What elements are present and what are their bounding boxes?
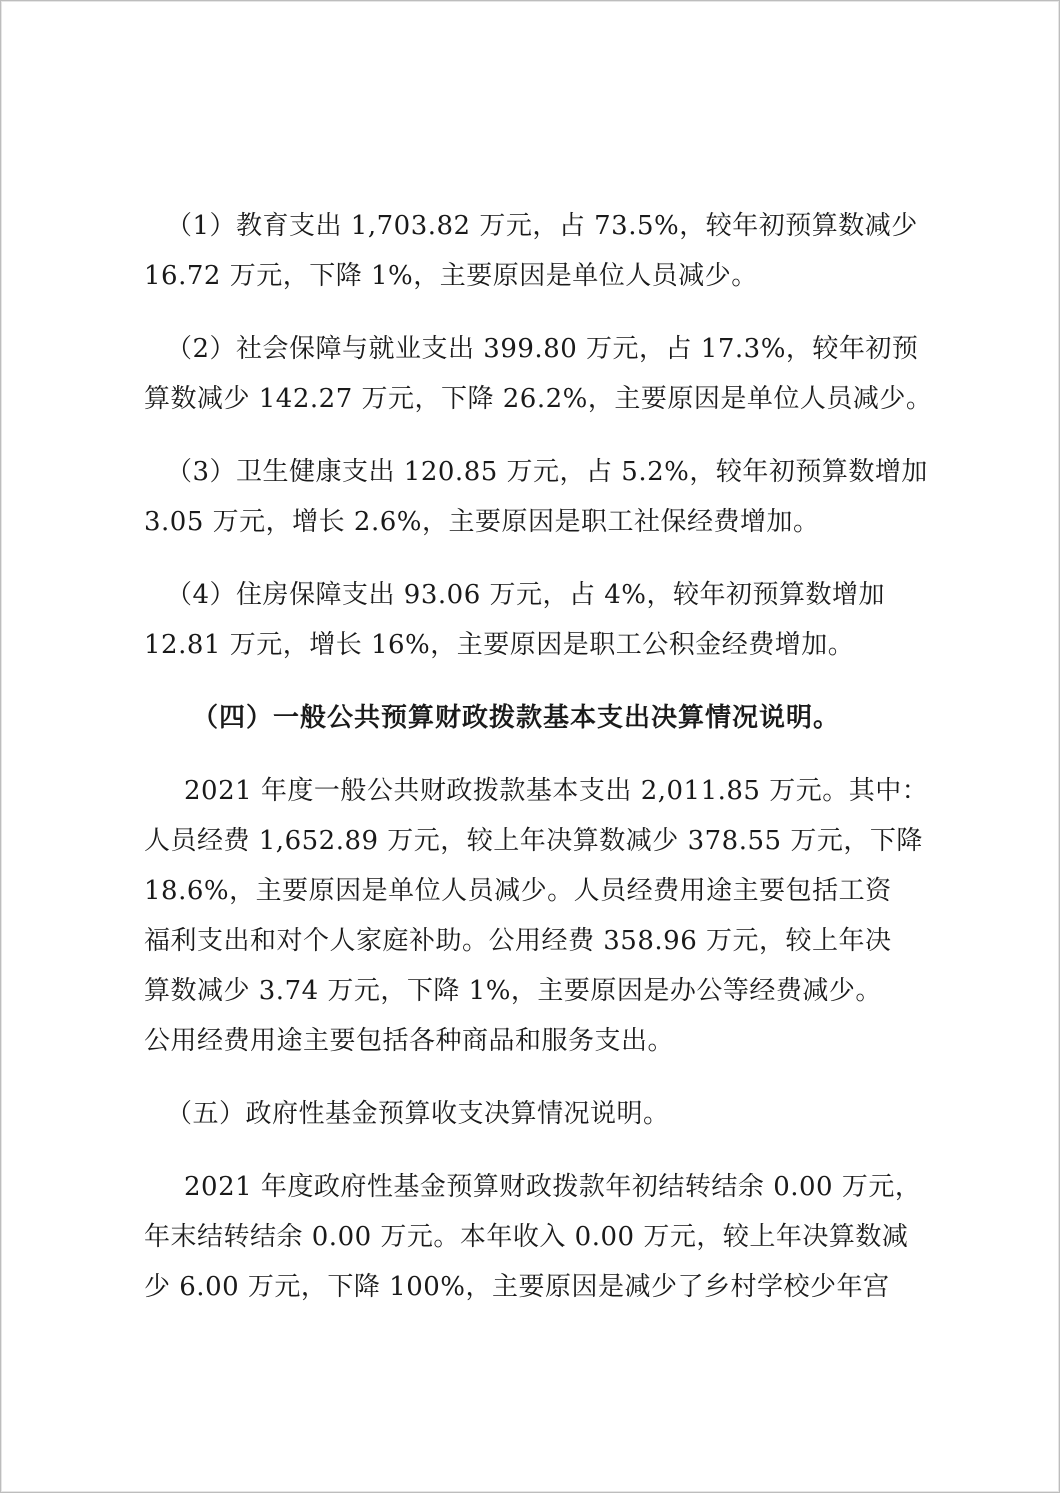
text-line: 2021 年度一般公共财政拨款基本支出 2,011.85 万元。其中： bbox=[184, 776, 929, 806]
text-line: （1）教育支出 1,703.82 万元，占 73.5%，较年初预算数减少 bbox=[166, 211, 918, 241]
text-line: （3）卫生健康支出 120.85 万元，占 5.2%，较年初预算数增加 bbox=[166, 457, 928, 487]
text-line: 福利支出和对个人家庭补助。公用经费 358.96 万元，较上年决 bbox=[144, 926, 892, 956]
paragraph-social-security bbox=[144, 324, 944, 424]
text-line: 人员经费 1,652.89 万元，较上年决算数减少 378.55 万元，下降 bbox=[144, 826, 923, 856]
heading-text: （四）一般公共预算财政拨款基本支出决算情况说明。 bbox=[192, 703, 841, 733]
paragraph-basic-expense bbox=[144, 766, 944, 1066]
section-heading-4 bbox=[144, 693, 944, 743]
text-line: 3.05 万元，增长 2.6%，主要原因是职工社保经费增加。 bbox=[144, 507, 820, 537]
document-body bbox=[144, 201, 944, 1335]
paragraph-fund-budget bbox=[144, 1162, 944, 1312]
heading-text: （五）政府性基金预算收支决算情况说明。 bbox=[166, 1099, 670, 1129]
paragraph-housing bbox=[144, 570, 944, 670]
text-line: 算数减少 142.27 万元，下降 26.2%，主要原因是单位人员减少。 bbox=[144, 384, 933, 414]
paragraph-health bbox=[144, 447, 944, 547]
text-line: （4）住房保障支出 93.06 万元，占 4%，较年初预算数增加 bbox=[166, 580, 886, 610]
text-line: 年末结转结余 0.00 万元。本年收入 0.00 万元，较上年决算数减 bbox=[144, 1222, 909, 1252]
text-line: 12.81 万元，增长 16%，主要原因是职工公积金经费增加。 bbox=[144, 630, 855, 660]
section-heading-5 bbox=[144, 1089, 944, 1139]
text-line: 公用经费用途主要包括各种商品和服务支出。 bbox=[144, 1026, 675, 1056]
text-line: 18.6%，主要原因是单位人员减少。人员经费用途主要包括工资 bbox=[144, 876, 892, 906]
text-line: 2021 年度政府性基金预算财政拨款年初结转结余 0.00 万元， bbox=[184, 1172, 922, 1202]
text-line: 算数减少 3.74 万元，下降 1%，主要原因是办公等经费减少。 bbox=[144, 976, 882, 1006]
text-line: 少 6.00 万元，下降 100%，主要原因是减少了乡村学校少年宫 bbox=[144, 1272, 890, 1302]
text-line: （2）社会保障与就业支出 399.80 万元，占 17.3%，较年初预 bbox=[166, 334, 919, 364]
paragraph-education bbox=[144, 201, 944, 301]
text-line: 16.72 万元，下降 1%，主要原因是单位人员减少。 bbox=[144, 261, 758, 291]
